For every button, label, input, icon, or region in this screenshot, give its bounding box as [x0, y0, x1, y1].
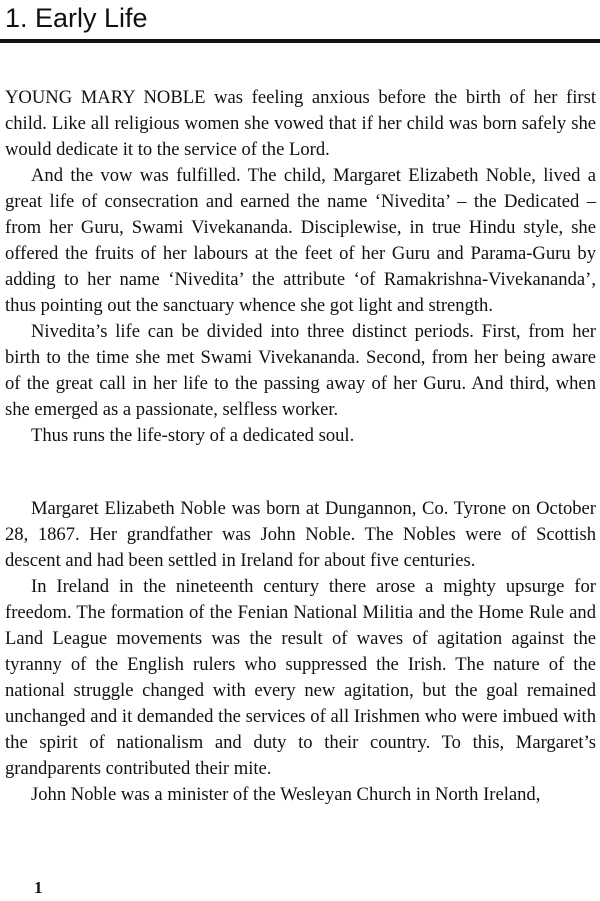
paragraph: And the vow was fulfilled. The child, Margaret Elizabeth Noble, lived a great life of consecration and earned the name ‘Nivedita’ – the Dedicated – from her Guru, Swami Vivekananda. Disciplewise, in true Hindu style, she offered the fruits of her labours at the feet of her Guru and Parama-Guru by adding to her name ‘Nivedita’ the attribute ‘of Ramakrishna-Vivekananda’, thus pointing out the sanctuary whence she got light and strength. — [5, 165, 596, 316]
paragraph: Margaret Elizabeth Noble was born at Dungannon, Co. Tyrone on October 28, 1867. Her grandfather was John Noble. The Nobles were of Scottish descent and had been settled in Ireland for about five centuries. — [5, 498, 596, 571]
heading-rule — [0, 39, 600, 43]
section-one — [5, 85, 596, 449]
paragraph-text: was feeling anxious before the birth of her first child. Like all religious women she vowed that if her child was born safely she would dedicate it to the service of the Lord. — [5, 87, 597, 160]
paragraph: In Ireland in the nineteenth century there arose a mighty upsurge for freedom. The formation of the Fenian National Militia and the Home Rule and Land League movements was the result of waves of agitation against the tyranny of the English rulers who suppressed the Irish. The nature of the national struggle changed with every new agitation, but the goal remained unchanged and it demanded the services of all Irishmen who were imbued with the spirit of nationalism and duty to their country. To this, Margaret’s grandparents contributed their mite. — [5, 576, 596, 779]
chapter-heading: 1. Early Life — [5, 3, 148, 33]
page-number: 1 — [34, 878, 43, 897]
paragraph: John Noble was a minister of the Wesleyan Church in North Ireland, — [31, 784, 541, 805]
section-two — [5, 496, 596, 808]
lead-in-smallcaps: YOUNG MARY NOBLE — [5, 87, 206, 108]
paragraph — [5, 85, 596, 163]
paragraph: Thus runs the life-story of a dedicated soul. — [31, 425, 355, 446]
paragraph: Nivedita’s life can be divided into three distinct periods. First, from her birth to the time she met Swami Vivekananda. Second, from her being aware of the great call in her life to the passing away of her Guru. And third, when she emerged as a passionate, selfless worker. — [5, 321, 596, 420]
